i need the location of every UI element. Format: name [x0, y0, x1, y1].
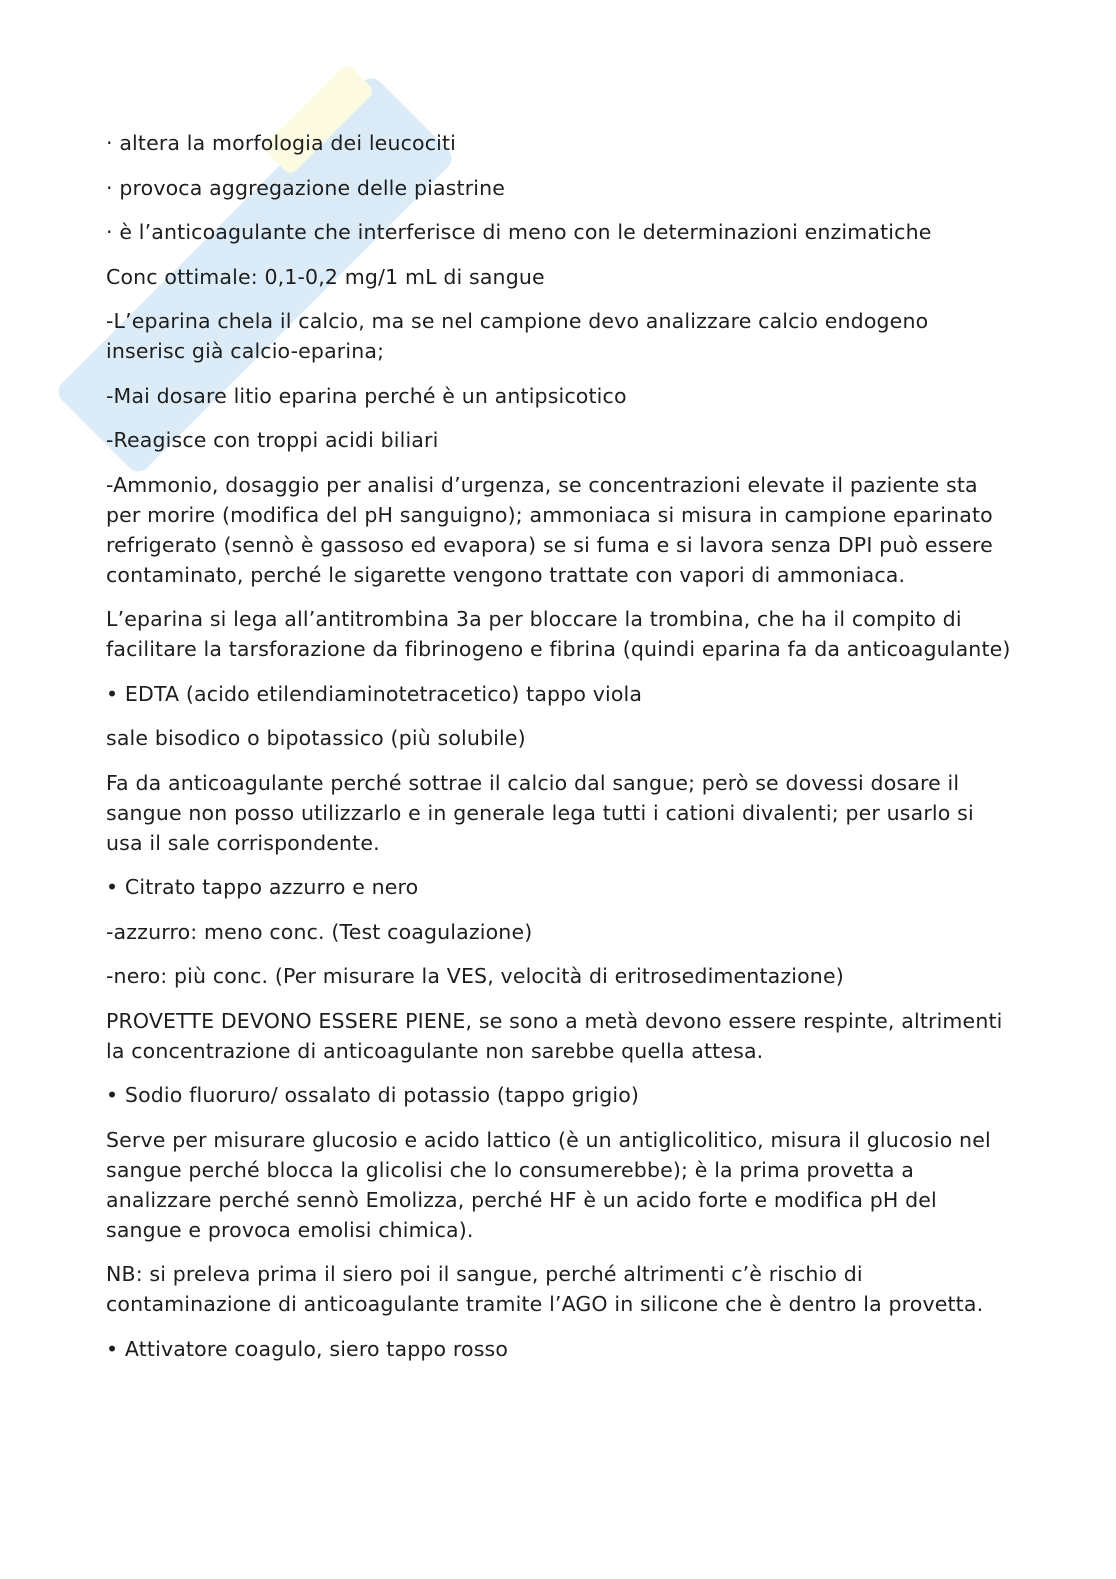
text-paragraph: L’eparina si lega all’antitrombina 3a per bloccare la trombina, che ha il compito di facilitare la tarsforazione da fibrinogeno e fibrina (quindi eparina fa da anticoagulante): [106, 607, 1011, 661]
text-paragraph: · provoca aggregazione delle piastrine: [106, 175, 506, 200]
text-paragraph: -Reagisce con troppi acidi biliari: [106, 428, 439, 452]
section-bullet-attivatore-coagulo: • Attivatore coagulo, siero tappo rosso: [106, 1336, 509, 1361]
text-paragraph: · è l’anticoagulante che interferisce di meno con le determinazioni enzimatiche: [106, 220, 932, 244]
text-paragraph: Conc ottimale: 0,1-0,2 mg/1 mL di sangue: [106, 264, 545, 289]
text-paragraph: -Mai dosare litio eparina perché è un antipsicotico: [106, 383, 627, 408]
document-page: [106, 128, 1011, 1378]
text-paragraph: -Ammonio, dosaggio per analisi d’urgenza, se concentrazioni elevate il paziente sta per morire (modifica del pH sanguigno); ammoniaca si misura in campione eparinato refrigerato (sennò è gassoso ed evapora) se si fuma e si lavora senza DPI può essere contaminato, perché le sigarette vengono trattate con vapori di ammoniaca.: [106, 472, 993, 587]
text-paragraph: -azzurro: meno conc. (Test coagulazione): [106, 919, 533, 944]
text-paragraph: -nero: più conc. (Per misurare la VES, velocità di eritrosedimentazione): [106, 964, 844, 988]
text-paragraph: PROVETTE DEVONO ESSERE PIENE, se sono a metà devono essere respinte, altrimenti la concentrazione di anticoagulante non sarebbe quella attesa.: [106, 1008, 1003, 1063]
text-paragraph: · altera la morfologia dei leucociti: [106, 131, 456, 155]
text-paragraph: NB: si preleva prima il siero poi il sangue, perché altrimenti c’è rischio di contaminazione di anticoagulante tramite l’AGO in silicone che è dentro la provetta.: [106, 1262, 984, 1316]
text-paragraph: Fa da anticoagulante perché sottrae il calcio dal sangue; però se dovessi dosare il sangue non posso utilizzarlo e in generale lega tutti i cationi divalenti; per usarlo si usa il sale corrispondente.: [106, 770, 974, 855]
section-bullet-edta: • EDTA (acido etilendiaminotetracetico) tappo viola: [106, 681, 643, 706]
section-bullet-citrato: • Citrato tappo azzurro e nero: [106, 875, 419, 899]
text-paragraph: Serve per misurare glucosio e acido lattico (è un antiglicolitico, misura il glucosio nel sangue perché blocca la glicolisi che lo consumerebbe); è la prima provetta a analizzare perché sennò Emolizza, perché HF è un acido forte e modifica pH del sangue e provoca emolisi chimica).: [106, 1127, 991, 1242]
section-bullet-sodio-fluoruro: • Sodio fluoruro/ ossalato di potassio (tappo grigio): [106, 1083, 640, 1107]
text-paragraph: -L’eparina chela il calcio, ma se nel campione devo analizzare calcio endogeno inserisc già calcio-eparina;: [106, 309, 929, 363]
text-paragraph: sale bisodico o bipotassico (più solubile): [106, 726, 526, 750]
